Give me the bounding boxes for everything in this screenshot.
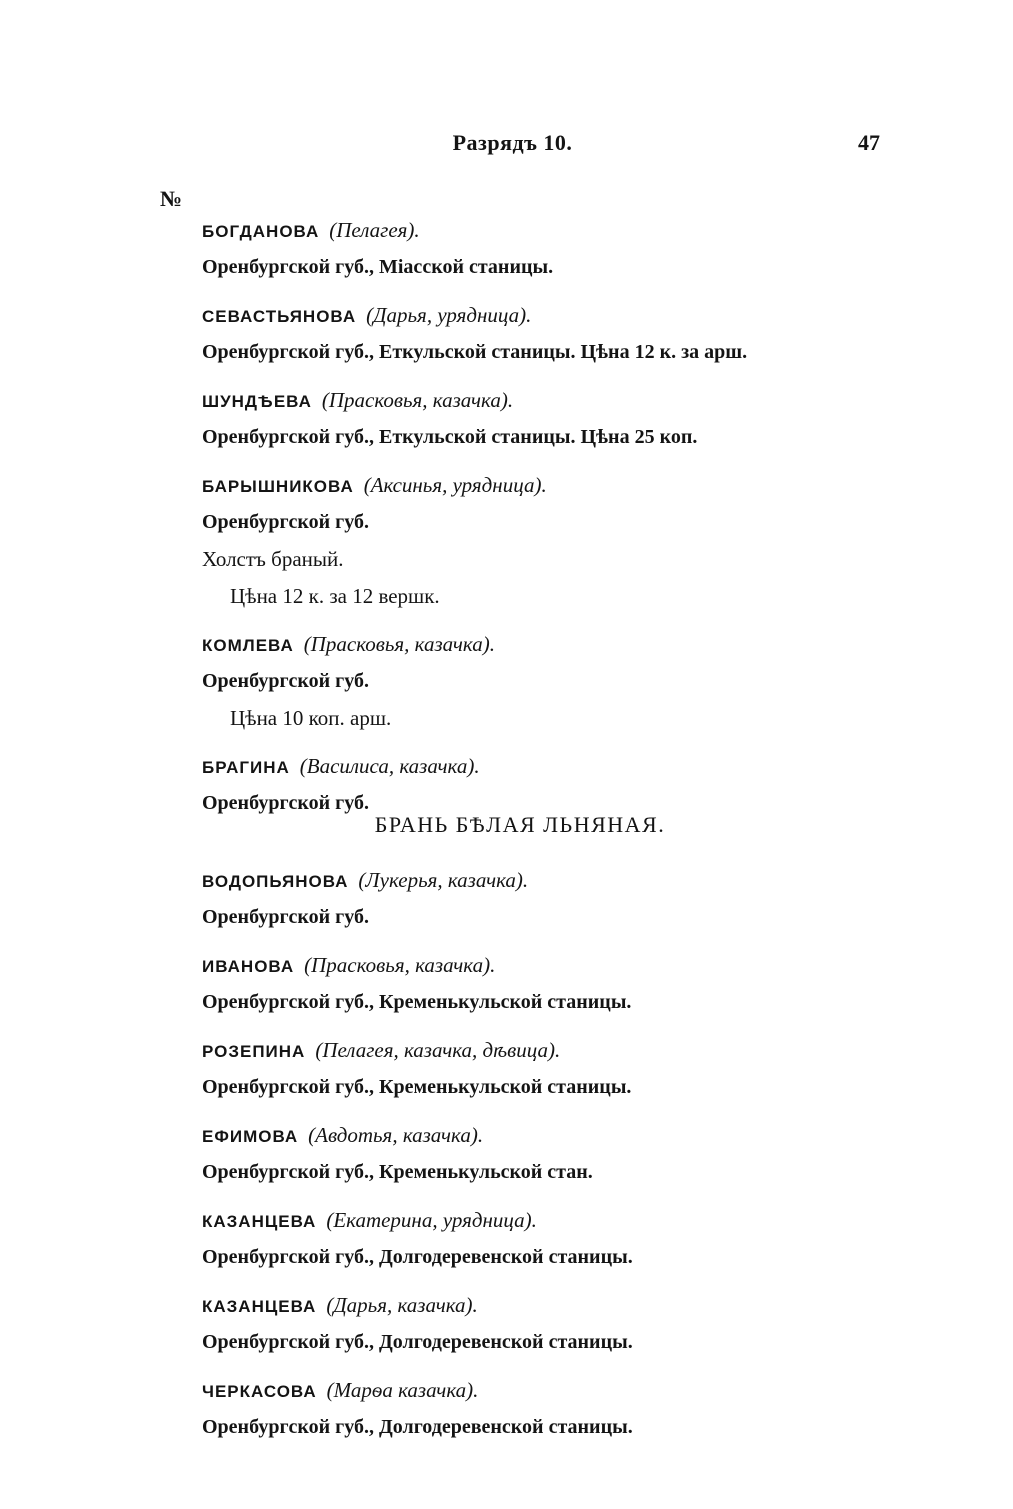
entry-text-line: Оренбургской губ., Кременькульской станицы. bbox=[202, 991, 632, 1013]
page-header bbox=[0, 130, 1013, 164]
entry-detail: (Аксинья, урядница). bbox=[363, 473, 547, 497]
entry-text-line: Цѣна 10 коп. арш. bbox=[230, 706, 392, 730]
entry bbox=[202, 1287, 902, 1372]
entry-detail: (Екатерина, урядница). bbox=[326, 1208, 537, 1232]
entry-surname: ШУНДѢЕВА bbox=[202, 392, 312, 411]
running-head: Разрядъ 10. bbox=[452, 130, 573, 155]
entry-name-line bbox=[202, 382, 902, 419]
entry-spacer bbox=[202, 371, 902, 382]
page-number: 47 bbox=[858, 130, 880, 155]
entry-name-line bbox=[202, 1032, 902, 1069]
entry bbox=[202, 748, 902, 822]
entry-name-line bbox=[202, 862, 902, 899]
entry-detail: (Прасковья, казачка). bbox=[321, 388, 514, 412]
entry-text-line: Холстъ браный. bbox=[202, 547, 344, 571]
entry-spacer bbox=[202, 1021, 902, 1032]
entry-name-line bbox=[202, 748, 902, 785]
entry-detail: (Дарья, урядница). bbox=[366, 303, 532, 327]
entry-text-line: Оренбургской губ., Еткульской станицы. Цѣна 25 коп. bbox=[202, 426, 698, 448]
entry-text-line: Оренбургской губ., Еткульской станицы. Цѣна 12 к. за арш. bbox=[202, 341, 748, 363]
entry-spacer bbox=[202, 1276, 902, 1287]
entry-surname: КАЗАНЦЕВА bbox=[202, 1212, 317, 1231]
entry-name-line bbox=[202, 212, 902, 249]
entry-list-bottom bbox=[202, 862, 902, 1446]
entry-name-line bbox=[202, 467, 902, 504]
entry-text-line: Оренбургской губ. bbox=[202, 511, 370, 533]
entry-spacer bbox=[202, 737, 902, 748]
entry-spacer bbox=[202, 456, 902, 467]
section-heading: БРАНЬ БѢЛАЯ ЛЬНЯНАЯ. bbox=[374, 812, 666, 837]
entry-detail: (Пелагея). bbox=[329, 218, 420, 242]
entry bbox=[202, 862, 902, 947]
entry-detail: (Прасковья, казачка). bbox=[304, 953, 496, 977]
entry bbox=[202, 1032, 902, 1117]
entry bbox=[202, 467, 902, 626]
entry-name-line bbox=[202, 1202, 902, 1239]
entry bbox=[202, 947, 902, 1032]
entry-text-line: Цѣна 12 к. за 12 вершк. bbox=[230, 584, 440, 608]
entry-text-line: Оренбургской губ., Кременькульской стан. bbox=[202, 1161, 593, 1183]
entry-text-line: Оренбургской губ., Міасской станицы. bbox=[202, 256, 554, 278]
entry-name-line bbox=[202, 626, 902, 663]
entry-name-line bbox=[202, 297, 902, 334]
entry-detail: (Василиса, казачка). bbox=[299, 754, 480, 778]
entry-name-line bbox=[202, 1372, 902, 1409]
entry-detail: (Марѳа казачка). bbox=[326, 1378, 479, 1402]
entry bbox=[202, 626, 902, 748]
number-column-mark: № bbox=[160, 186, 183, 211]
entry-name-line bbox=[202, 1117, 902, 1154]
entry-spacer bbox=[202, 615, 902, 626]
entry bbox=[202, 1372, 902, 1446]
entry-surname: БОГДАНОВА bbox=[202, 222, 320, 241]
entry bbox=[202, 297, 902, 382]
entry-surname: БРАГИНА bbox=[202, 758, 290, 777]
entry-text-line: Оренбургской губ., Кременькульской станицы. bbox=[202, 1076, 632, 1098]
entry-surname: ИВАНОВА bbox=[202, 957, 295, 976]
entry-surname: ЕФИМОВА bbox=[202, 1127, 299, 1146]
entry-name-line bbox=[202, 947, 902, 984]
entry bbox=[202, 212, 902, 297]
entry-name-line bbox=[202, 1287, 902, 1324]
entry-spacer bbox=[202, 1361, 902, 1372]
entry-detail: (Авдотья, казачка). bbox=[308, 1123, 484, 1147]
entry-surname: БАРЫШНИКОВА bbox=[202, 477, 354, 496]
entry-text-line: Оренбургской губ. bbox=[202, 906, 370, 928]
entry-surname: ВОДОПЬЯНОВА bbox=[202, 872, 349, 891]
entry-spacer bbox=[202, 1106, 902, 1117]
entry-detail: (Пелагея, казачка, дѣвица). bbox=[315, 1038, 561, 1062]
entry-detail: (Лукерья, казачка). bbox=[358, 868, 529, 892]
entry-surname: ЧЕРКАСОВА bbox=[202, 1382, 317, 1401]
entry bbox=[202, 1117, 902, 1202]
entry-spacer bbox=[202, 286, 902, 297]
entry-detail: (Дарья, казачка). bbox=[326, 1293, 478, 1317]
entry-spacer bbox=[202, 1191, 902, 1202]
entry-surname: РОЗЕПИНА bbox=[202, 1042, 306, 1061]
entry bbox=[202, 382, 902, 467]
entry-text-line: Оренбургской губ., Долгодеревенской станицы. bbox=[202, 1416, 633, 1438]
entry-text-line: Оренбургской губ., Долгодеревенской станицы. bbox=[202, 1331, 633, 1353]
entry-surname: КАЗАНЦЕВА bbox=[202, 1297, 317, 1316]
entry-list-top bbox=[202, 212, 902, 822]
entry bbox=[202, 1202, 902, 1287]
entry-text-line: Оренбургской губ. bbox=[202, 792, 370, 814]
entry-surname: КОМЛЕВА bbox=[202, 636, 294, 655]
entry-detail: (Прасковья, казачка). bbox=[303, 632, 495, 656]
entry-text-line: Оренбургской губ., Долгодеревенской станицы. bbox=[202, 1246, 633, 1268]
entry-spacer bbox=[202, 936, 902, 947]
entry-text-line: Оренбургской губ. bbox=[202, 670, 370, 692]
entry-surname: СЕВАСТЬЯНОВА bbox=[202, 307, 357, 326]
